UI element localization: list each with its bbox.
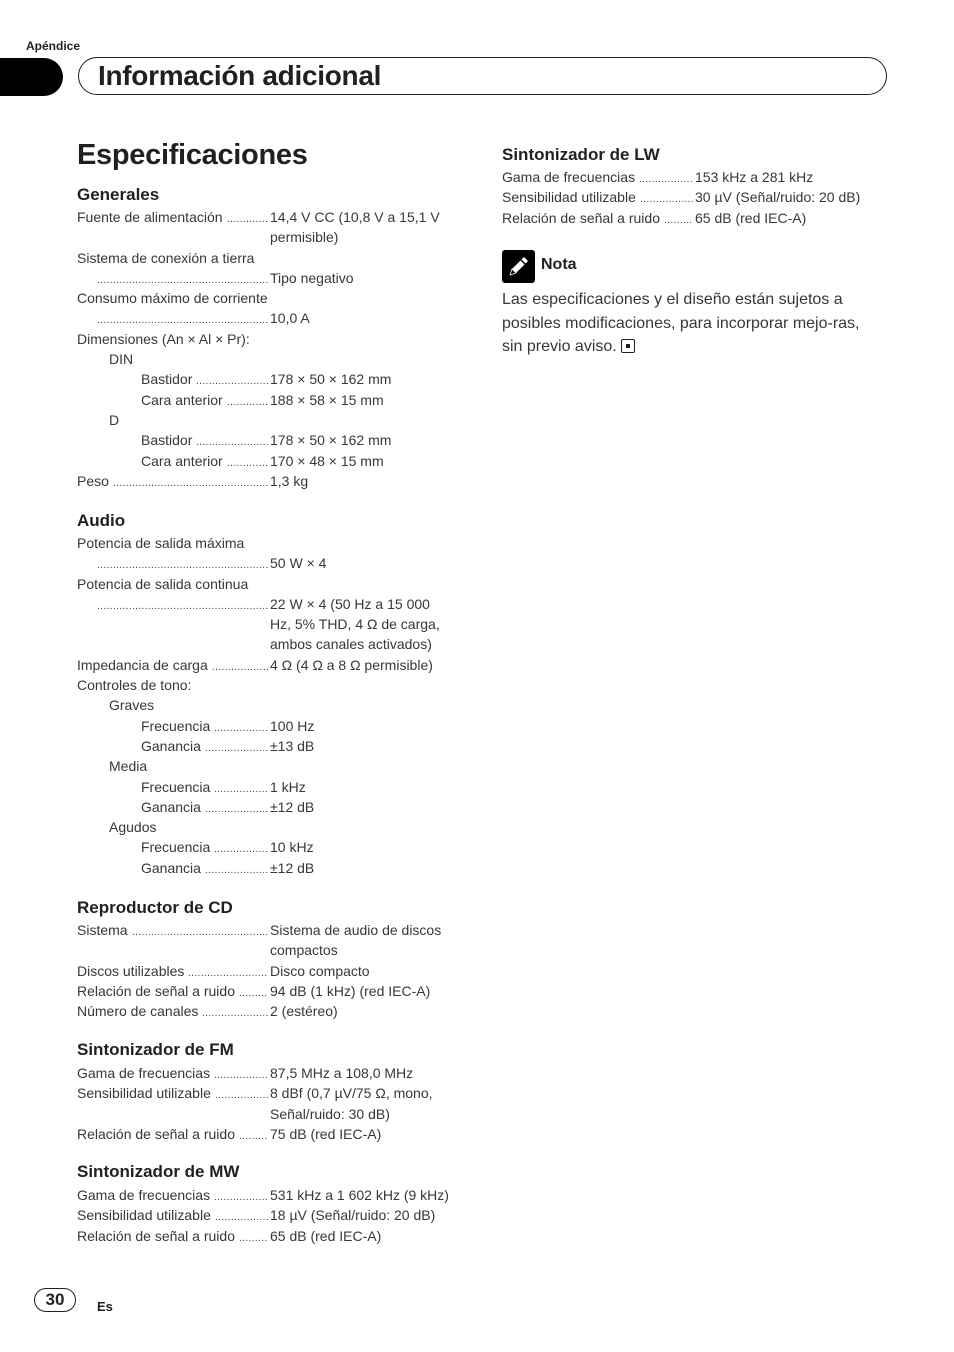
section-heading-audio: Audio <box>77 511 126 530</box>
spec-label: Sistema <box>77 922 128 938</box>
spec-value: 75 dB (red IEC-A) <box>270 1125 382 1142</box>
spec-value: 50 W × 4 <box>270 555 327 572</box>
spec-label: Cara anterior <box>141 452 223 469</box>
section-heading-lw: Sintonizador de LW <box>502 145 660 164</box>
spec-value: 8 dBf (0,7 µV/75 Ω, mono, <box>270 1085 433 1102</box>
dot-leader <box>664 208 693 231</box>
spec-value: 178 × 50 × 162 mm <box>270 371 392 388</box>
spec-value: ±12 dB <box>270 859 315 876</box>
note-title: Nota <box>541 256 577 273</box>
spec-value: 87,5 MHz a 108,0 MHz <box>270 1065 414 1081</box>
spec-label: Graves <box>109 697 155 714</box>
chapter-tab <box>0 58 63 96</box>
spec-label: Gama de frecuencias <box>77 1187 211 1203</box>
dot-leader <box>202 1001 268 1024</box>
spec-label: Potencia de salida continua <box>77 575 249 592</box>
section-heading-cd: Reproductor de CD <box>77 898 233 917</box>
chapter-title: Información adicional <box>98 60 382 91</box>
spec-label: Agudos <box>109 819 157 836</box>
spec-value: 531 kHz a 1 602 kHz (9 kHz) <box>270 1187 449 1203</box>
spec-value: 14,4 V CC (10,8 V a 15,1 V <box>270 209 440 225</box>
dot-leader <box>205 736 268 759</box>
spec-value: 4 Ω (4 Ω a 8 Ω permisible) <box>270 656 433 673</box>
spec-label: Bastidor <box>141 432 193 449</box>
page-title: Especificaciones <box>77 139 308 171</box>
spec-label: Potencia de salida máxima <box>77 535 245 551</box>
spec-label: Sensibilidad utilizable <box>77 1207 211 1224</box>
section-heading-generales: Generales <box>77 185 160 204</box>
spec-value: 2 (estéreo) <box>270 1003 338 1020</box>
spec-label: Fuente de alimentación <box>77 209 223 225</box>
spec-label: Relación de señal a ruido <box>77 982 235 999</box>
spec-value: 188 × 58 × 15 mm <box>270 391 384 408</box>
spec-label: Peso <box>77 472 109 489</box>
dot-leader <box>205 797 268 820</box>
spec-value: 1 kHz <box>270 778 306 795</box>
spec-value: 178 × 50 × 162 mm <box>270 432 392 449</box>
note-text: Las especificaciones y el diseño están sujetos a posibles modificaciones, para incorporar mejo-ras, sin previo aviso. <box>502 291 860 355</box>
spec-label: Ganancia <box>141 737 201 754</box>
spec-value: 18 µV (Señal/ruido: 20 dB) <box>270 1207 436 1224</box>
spec-value: Disco compacto <box>270 962 370 979</box>
spec-value-continuation: Señal/ruido: 30 dB) <box>270 1105 390 1122</box>
spec-value: 65 dB (red IEC-A) <box>695 209 807 226</box>
dot-leader <box>113 471 268 494</box>
dot-leader <box>205 858 268 881</box>
spec-label: Relación de señal a ruido <box>502 209 660 226</box>
dot-leader <box>132 920 268 943</box>
spec-label: Gama de frecuencias <box>77 1065 211 1081</box>
spec-value: ±12 dB <box>270 798 315 815</box>
section-heading-fm: Sintonizador de FM <box>77 1040 234 1059</box>
dot-leader <box>227 207 268 230</box>
spec-value-continuation: ambos canales activados) <box>270 636 432 653</box>
spec-value: 170 × 48 × 15 mm <box>270 452 384 469</box>
end-mark-icon <box>621 339 635 353</box>
spec-label: Número de canales <box>77 1003 199 1020</box>
spec-value: 94 dB (1 kHz) (red IEC-A) <box>270 982 431 999</box>
spec-value-continuation: Hz, 5% THD, 4 Ω de carga, <box>270 616 440 633</box>
spec-value: Sistema de audio de discos <box>270 922 442 938</box>
spec-label: Relación de señal a ruido <box>77 1227 235 1244</box>
dot-leader <box>97 594 268 617</box>
note-body <box>502 288 882 359</box>
spec-value-continuation: permisible) <box>270 229 339 246</box>
dot-leader <box>212 655 268 678</box>
spec-label: Impedancia de carga <box>77 656 208 673</box>
dot-leader <box>239 1226 268 1249</box>
spec-label: Discos utilizables <box>77 962 185 979</box>
spec-label: Ganancia <box>141 798 201 815</box>
spec-label: D <box>109 411 120 428</box>
spec-label: Media <box>109 758 148 775</box>
spec-label: Relación de señal a ruido <box>77 1125 235 1142</box>
dot-leader <box>227 390 268 413</box>
spec-label: Ganancia <box>141 859 201 876</box>
dot-leader <box>239 1124 268 1147</box>
dot-leader <box>215 1083 268 1106</box>
spec-value: 10,0 A <box>270 310 310 327</box>
spec-value: 22 W × 4 (50 Hz a 15 000 <box>270 595 430 612</box>
spec-label: Frecuencia <box>141 778 211 795</box>
spec-label: Sensibilidad utilizable <box>77 1085 211 1102</box>
spec-value: 65 dB (red IEC-A) <box>270 1227 382 1244</box>
spec-label: Dimensiones (An × Al × Pr): <box>77 330 250 347</box>
language-code: Es <box>97 1299 113 1314</box>
spec-label: Sensibilidad utilizable <box>502 189 636 206</box>
spec-value: 153 kHz a 281 kHz <box>695 169 814 185</box>
spec-label: Controles de tono: <box>77 677 192 694</box>
spec-value: ±13 dB <box>270 737 315 754</box>
spec-value: Tipo negativo <box>270 269 354 286</box>
spec-value: 30 µV (Señal/ruido: 20 dB) <box>695 189 861 206</box>
pencil-icon <box>502 250 535 283</box>
spec-label: Consumo máximo de corriente <box>77 290 268 307</box>
spec-value: 10 kHz <box>270 839 314 856</box>
spec-label: Sistema de conexión a tierra <box>77 249 255 266</box>
spec-label: Gama de frecuencias <box>502 169 636 185</box>
section-label: Apéndice <box>26 39 81 53</box>
spec-label: Bastidor <box>141 371 193 388</box>
spec-label: Frecuencia <box>141 717 211 734</box>
spec-label: Cara anterior <box>141 391 223 408</box>
spec-value: 100 Hz <box>270 717 315 734</box>
spec-label: DIN <box>109 351 134 368</box>
section-heading-mw: Sintonizador de MW <box>77 1162 240 1181</box>
page-number: 30 <box>34 1288 76 1312</box>
spec-label: Frecuencia <box>141 839 211 856</box>
spec-value: 1,3 kg <box>270 472 309 489</box>
spec-value-continuation: compactos <box>270 942 338 959</box>
